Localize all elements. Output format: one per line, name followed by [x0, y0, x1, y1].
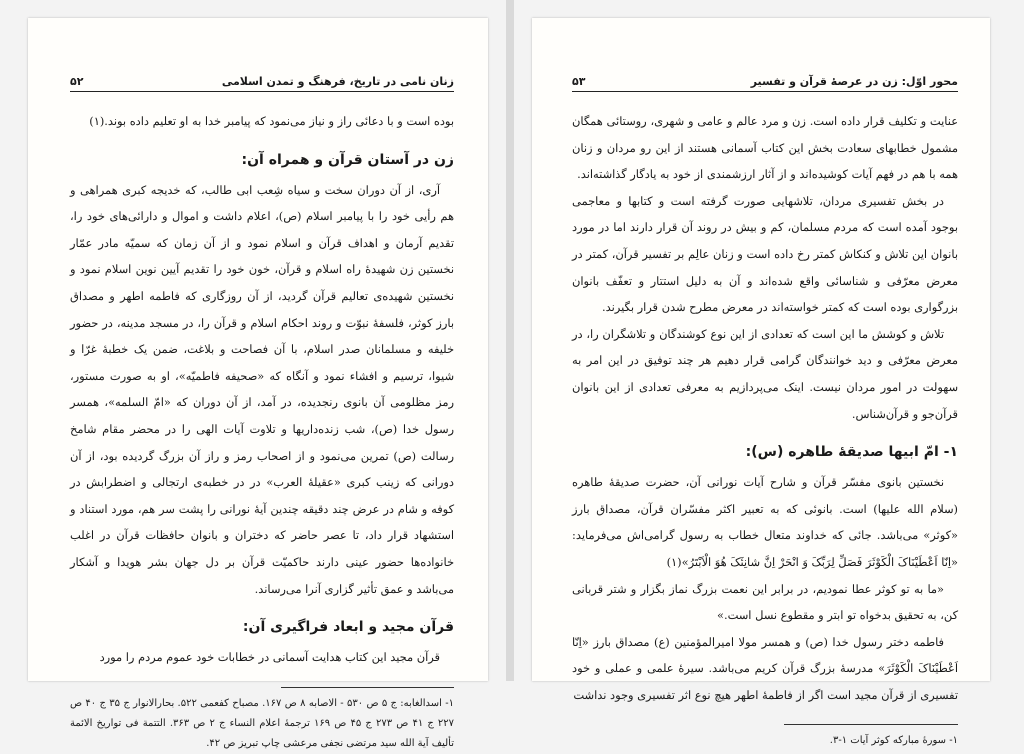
section-heading: ۱- امّ ابیها صدیقهٔ طاهره (س): — [745, 444, 958, 461]
running-title: محور اوّل: زن در عرصهٔ قرآن و تفسیر — [750, 75, 958, 88]
section-heading: قرآن مجید و ابعاد فراگیری آن: — [242, 619, 454, 636]
body-paragraph: فاطمه دختر رسول خدا (ص) و همسر مولا امیرالمؤمنین (ع) مصداق بارز «اِنّا اَعْطَیْنَاکَ الْکَوْثَرَ» مدرسهٔ بزرگ قرآن کریم می‌باشد. سیرهٔ علمی و عملی و خود تفسیری از قرآن مجید است اگر از فاطمهٔ اطهر هیچ نوع اثر تفسیری وجود نداشت — [572, 634, 958, 702]
page-number: ۵۳ — [572, 75, 586, 88]
running-title: زنان نامی در تاریخ، فرهنگ و تمدن اسلامی — [221, 75, 454, 88]
body-paragraph: قرآن مجید این کتاب هدایت آسمانی در خطابات خود عموم مردم را مورد — [99, 650, 440, 665]
left-page-content — [70, 108, 454, 754]
page-number: ۵۲ — [70, 75, 84, 88]
right-page-content — [572, 108, 958, 751]
body-paragraph: تلاش و کوشش ما این است که تعدادی از این نوع کوشندگان و تلاشگران را، در معرض معرّفی و دید خوانندگان گرامی قرار دهیم هر چند توفیق در این امر به سهولت در امور مردان نیست. اینک می‌پردازیم به معرفی تعدادی از این بانوان قرآن‌جو و قرآن‌شناس. — [572, 326, 958, 421]
quote-translation: «ما به تو کوثر عطا نمودیم، در برابر این نعمت بزرگ نماز بگزار و شتر قربانی کن، به تحقیق بدخواه تو ابتر و مقطوع نسل است.» — [572, 581, 958, 623]
intro-paragraph: بوده است و با دعائی راز و نیاز می‌نمود که پیامبر خدا به او تعلیم داده بوند.(۱) — [89, 114, 454, 128]
right-page — [532, 18, 990, 747]
left-page — [28, 18, 488, 749]
footnote-divider — [784, 724, 958, 725]
left-page-header — [70, 70, 454, 92]
body-paragraph: در بخش تفسیری مردان، تلاشهایی صورت گرفته است و کتابها و معاجمی بوجود آمده است که مردم مسلمان، کم و بیش در روند آن قرار دارند اما در مورد بانوان این تلاش و کنکاش کمتر رخ داده است و زنان عالِم بر تفسیر قرآن، کمتر در معرض معرّفی و شناسائی واقع شده‌اند و آن به دلیل استتار و تعفّف بانوان بزرگواری بوده است که کمتر خواسته‌اند در معرض مطرح شدن قرار بگیرند. — [572, 193, 958, 315]
section-heading: زن در آستان قرآن و همراه آن: — [241, 151, 454, 168]
footnote-divider — [281, 687, 454, 688]
body-paragraph: آری، از آن دوران سخت و سیاه شِعب ابی طالب، که خدیجه کبری همراهی و هم رأیی خود را با پیامبر اسلام (ص)، اعلام داشت و اموال و دارائی‌های خود را، تقدیم آرمان و اهداف قرآن و اسلام نمود و از آن زمان که سمیّه مادر عمّار نخستین زن شهیدهٔ راه اسلام و قرآن، خون خود را تقدیم آیین نوین اسلام نمود و نخستین شهیده‌ی تعالیم قرآن گردید، از آن روزگاری که فاطمه اطهر و مصداق بارز کوثر، فلسفهٔ نبوّت و روند احکام اسلام و قرآن را، در مسجد مدینه، در حضور خلیفه و مسلمانان صدر اسلام، با آن فصاحت و بلاغت، ضمن یک خطبهٔ غرّا و شیوا، ترسیم و افشاء نمود و آنگاه که «صحیفه فاطمیّه»، او به صورت مستور، رمز مظلومی آن بانوی رنجدیده، در آمد، از آن دوران که «امّ السلمه»، همسر رسول خدا (ص)، شب زنده‌داریها و تلاوت آیات الهی را در محضر مقام شامخ رسالت (ص) تمرین می‌نمود و از اصحاب رمز و راز آن بزرگ گردیده بود، از آن دورانی که زینب کبری «عقیلهٔ العرب» در در خطبه‌ی ارتجالی و اضطرابش در کوفه و شام در عرض چند دقیقه چندین آیهٔ نورانی را پشت سر هم، مورد استناد و استشهاد قرار داد، تا عصر حاضر که دختران و بانوان حافظات قرآن در اغلب خانواده‌ها حضور عینی دارند حاکمیّت قرآن بر دل جهان بشر هویدا و آشکار می‌باشد و عمق تأثیر گزاری آنرا می‌رساند. — [70, 182, 454, 596]
book-gutter — [506, 0, 514, 681]
right-page-header — [572, 70, 958, 92]
body-paragraph: عنایت و تکلیف قرار داده است. زن و مرد عالم و عامی و شهری، روستائی همگان مشمول خطابهای سعادت بخش این کتاب آسمانی هستند از این رو مردان و زنان همه با هم در فهم آیات کوشیده‌اند و از آثار ارزشمندی از خود به یادگار گذاشته‌اند. — [572, 114, 958, 182]
footnote: ۱- اسدالغابه: ج ۵ ص ۵۳۰ - الاصابه ۸ ص ۱۶۷. مصباح کفعمی ۵۲۲. بحارالانوار ج ۳۵ ج ۴۰ ص ۲۲۷ ج ۴۱ ص ۲۷۳ ج ۴۵ ص ۱۶۹ ترجمهٔ اعلام النساء ج ۲ ص ۳۶۳. التتمة فی تواریخ الائمة تألیف آیة الله سید مرتضی نجفی مرعشی چاپ تبریز ص ۴۲. — [70, 697, 455, 749]
footnote: ۱- سورهٔ مبارکه کوثر آیات ۱-۳. — [829, 735, 958, 747]
body-paragraph: نخستین بانوی مفسّر قرآن و شارح آیات نورانی آن، حضرت صدیقهٔ طاهره (سلام الله علیها) است. بانوئی که به تعبیر اکثر مفسّران قرآن، مصداق بارز «کوثر» می‌باشد. جائی که خداوند متعال خطاب به رسول گرامی‌اش می‌فرماید: «اِنّا اَعْطَیْنَاکَ الْکَوْثَرَ فَصَلِّ لِرَبِّکَ وَ انْحَرْ اِنَّ شانِئَکَ هُوَ الْاَبْتَرُ»(۱) — [572, 475, 958, 569]
